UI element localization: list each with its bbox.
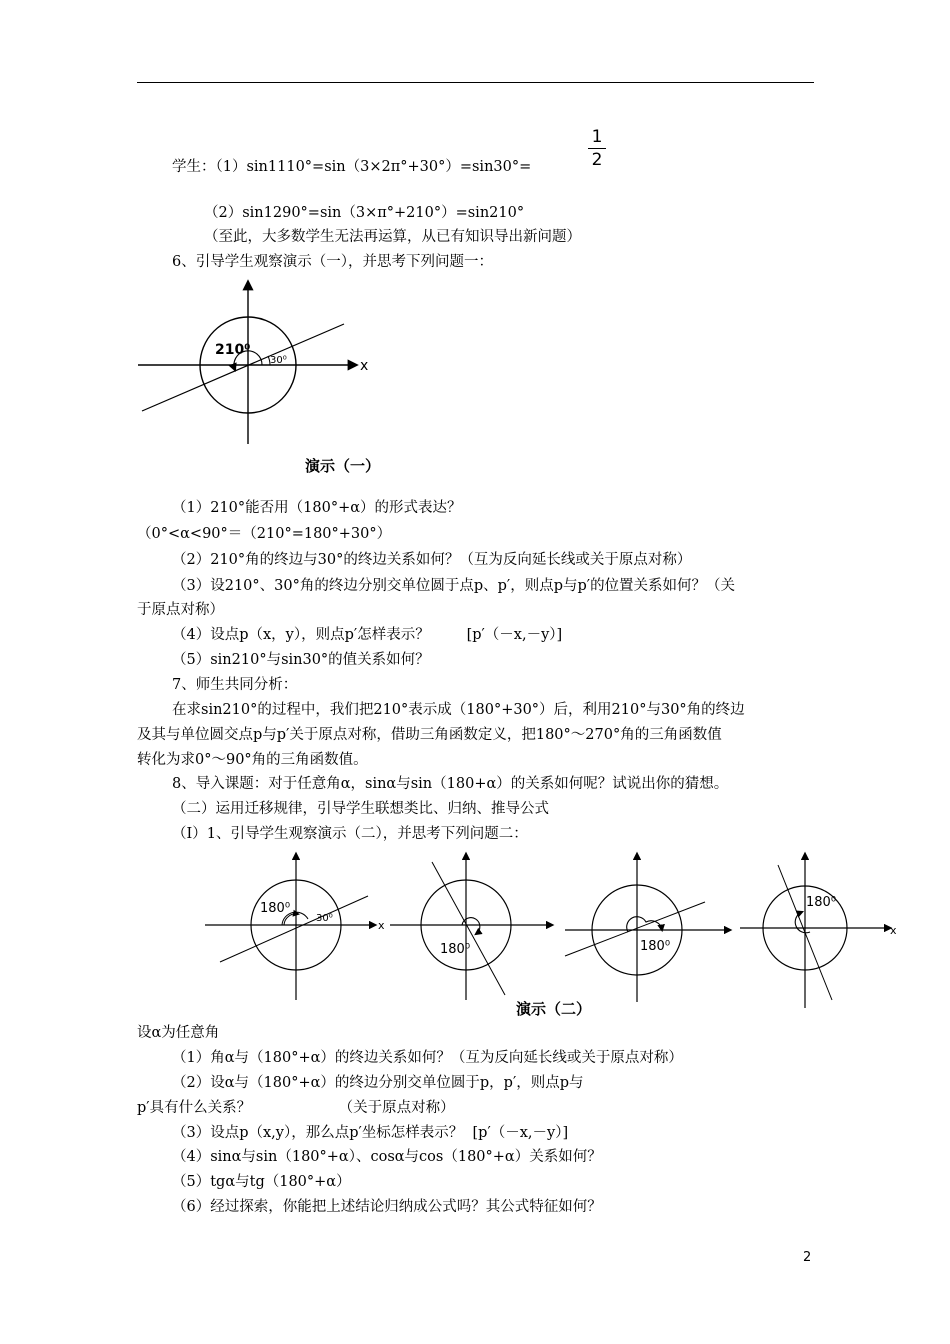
angle-label-210: 210⁰ [215,342,251,358]
fraction-denominator: 2 [591,150,603,170]
terminal-side-line [142,324,344,411]
demo-two-panel-1 [205,854,385,1000]
demo-two-diagram [200,850,900,1010]
text-line: 在求sin210°的过程中，我们把210°表示成（180°+30°）后，利用210°与30°角的终边 [172,702,745,718]
section-heading: 6、引导学生观察演示（一），并思考下列问题一： [172,254,493,270]
axis-label-x: x [890,924,897,937]
fraction-numerator: 1 [588,126,606,149]
text-line: （2）sin1290°=sin（3×π°+210°）=sin210° [204,205,525,221]
text-line: 转化为求0°～90°角的三角函数值。 [137,752,368,768]
text-line: （5）tgα与tg（180°+α） [172,1174,351,1190]
figure-caption: 演示（二） [516,1000,592,1018]
section-heading: 7、师生共同分析： [172,677,298,693]
text-line: （4）sinα与sin（180°+α）、cosα与cos（180°+α）关系如何？ [172,1149,602,1165]
angle-label-180: 180⁰ [806,895,837,910]
section-heading: 8、导入课题：对于任意角α，sinα与sin（180+α）的关系如何呢？试说出你的猜想。 [172,776,729,792]
header-rule [137,82,814,83]
text-line: （二）运用迁移规律，引导学生联想类比、归纳、推导公式 [172,801,549,817]
angle-label-180: 180⁰ [440,942,471,957]
angle-label-180: 180⁰ [260,901,291,916]
text-line: p′具有什么关系？ （关于原点对称） [137,1100,455,1116]
text-line: （4）设点p（x，y），则点p′怎样表示？ [p′（－x,－y）] [172,627,563,643]
text-line: （3）设210°、30°角的终边分别交单位圆于点p、p′，则点p与p′的位置关系如何？（关 [172,578,736,594]
figure-caption: 演示（一） [305,457,381,475]
page-number: 2 [803,1250,812,1265]
text-line: 及其与单位圆交点p与p′关于原点对称，借助三角函数定义，把180°～270°角的三角函数值 [137,727,722,743]
text-line: （2）210°角的终边与30°的终边关系如何？（互为反向延长线或关于原点对称） [172,552,692,568]
demo-one-diagram [138,278,378,448]
text-line: 于原点对称） [137,602,224,618]
text-line: （I）1、引导学生观察演示（二），并思考下列问题二： [172,826,528,842]
text-line: （2）设α与（180°+α）的终边分别交单位圆于p，p′，则点p与 [172,1075,584,1091]
demo-two-panel-4 [740,854,897,1008]
angle-label-180: 180⁰ [640,939,671,954]
axis-label-x: x [378,919,385,932]
angle-label-30: 30⁰ [316,913,333,924]
angle-label-30: 30⁰ [270,355,287,366]
text-line: （5）sin210°与sin30°的值关系如何？ [172,652,430,668]
text-line: （1）角α与（180°+α）的终边关系如何？（互为反向延长线或关于原点对称） [172,1050,683,1066]
text-line: 学生：（1）sin1110°=sin（3×2π°+30°）=sin30°= [172,159,532,175]
fraction-one-half [588,126,606,171]
text-line: （至此，大多数学生无法再运算，从已有知识导出新问题） [204,229,581,245]
text-line: （6）经过探索，你能把上述结论归纳成公式吗？其公式特征如何？ [172,1199,602,1215]
text-line: （1）210°能否用（180°+α）的形式表达？ [172,500,462,516]
text-line: 设α为任意角 [137,1025,220,1041]
demo-two-panel-3 [565,854,730,1002]
text-line: （0°<α<90°＝（210°=180°+30°） [137,526,392,542]
text-line: （3）设点p（x,y），那么点p′坐标怎样表示？ [p′（－x,－y）] [172,1125,569,1141]
axis-label-x: x [360,358,369,374]
demo-two-panel-2 [390,854,552,1000]
